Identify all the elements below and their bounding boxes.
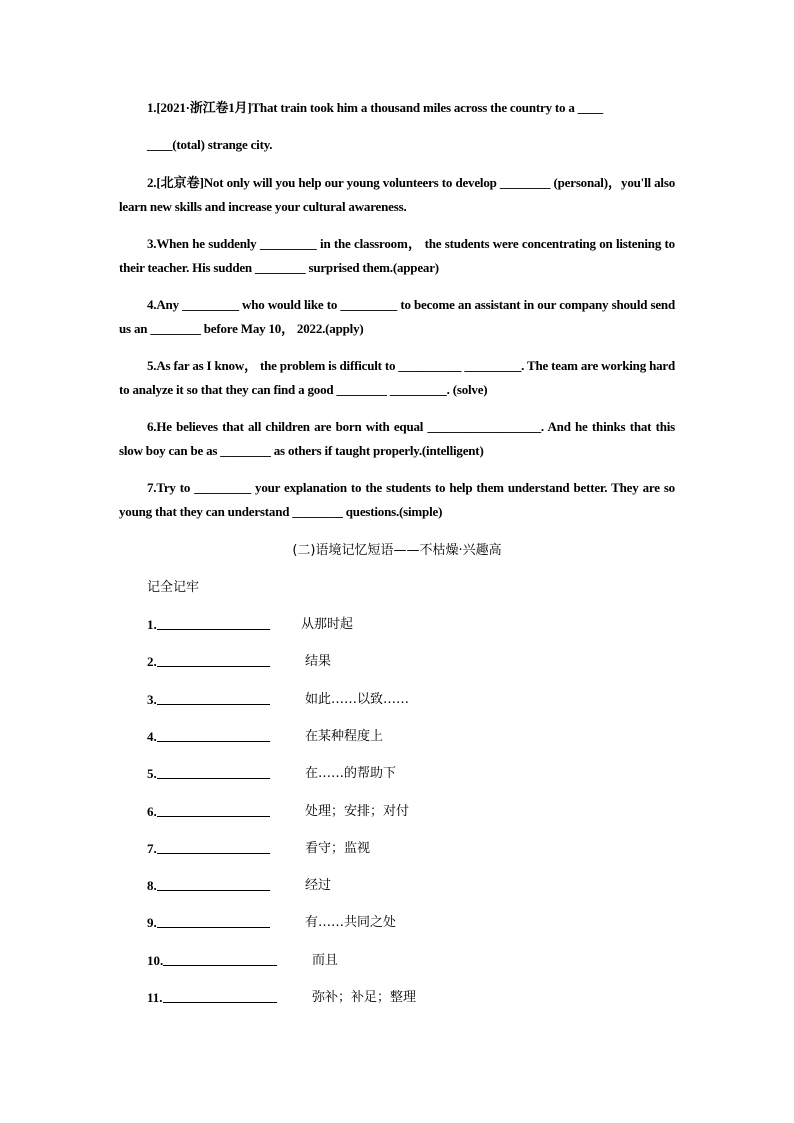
phrase-answer-blank[interactable] [157, 690, 270, 705]
exercise-2: 2.[北京卷]Not only will you help our young volunteers to develop ________ (personal)，you'll also learn new skills and increase your cultural awareness. [119, 175, 675, 214]
phrase-row [147, 726, 384, 748]
exercise-6: 6.He believes that all children are born with equal __________________. And he thinks that this slow boy can be as ________ as others if taught properly.(intelligent) [119, 419, 675, 458]
phrase-row [147, 950, 339, 972]
phrase-answer-blank[interactable] [157, 764, 270, 779]
phrase-number: 6. [147, 804, 157, 819]
phrase-answer-blank[interactable] [163, 988, 277, 1003]
exercise-4: 4.Any _________ who would like to _________ to become an assistant in our company should send us an ________ before May 10， 2022.(apply) [119, 297, 675, 336]
phrase-number: 4. [147, 729, 157, 744]
phrase-row [147, 912, 397, 934]
phrase-meaning: 有……共同之处 [305, 915, 397, 930]
phrase-number: 5. [147, 766, 157, 781]
phrase-answer-blank[interactable] [157, 913, 270, 928]
exercise-1-line-1: 1.[2021·浙江卷1月]That train took him a thousand miles across the country to a ____ [147, 100, 603, 115]
phrase-row [147, 614, 354, 636]
phrase-meaning: 经过 [305, 878, 332, 893]
phrase-number: 11. [147, 990, 163, 1005]
phrase-meaning: 在……的帮助下 [305, 766, 397, 781]
phrase-number: 9. [147, 915, 157, 930]
phrase-meaning: 如此……以致…… [305, 692, 410, 707]
phrase-number: 2. [147, 654, 157, 669]
phrase-answer-blank[interactable] [163, 951, 277, 966]
phrase-answer-blank[interactable] [157, 615, 270, 630]
phrase-meaning: 而且 [312, 953, 339, 968]
phrase-meaning: 弥补；补足；整理 [312, 990, 417, 1005]
phrase-number: 3. [147, 692, 157, 707]
phrase-row [147, 838, 371, 860]
phrase-row [147, 875, 332, 897]
phrase-answer-blank[interactable] [157, 802, 270, 817]
exercise-7: 7.Try to _________ your explanation to the students to help them understand better. They are so young that they can understand ________ questions.(simple) [119, 480, 675, 519]
phrase-number: 1. [147, 617, 157, 632]
exercise-1-line-2: ____(total) strange city. [147, 137, 273, 152]
section-title: (二)语境记忆短语——不枯燥·兴趣高 [292, 543, 502, 558]
phrase-meaning: 在某种程度上 [305, 729, 384, 744]
section-subtitle: 记全记牢 [147, 580, 200, 595]
phrase-row [147, 801, 410, 823]
phrase-meaning: 看守；监视 [305, 841, 371, 856]
phrase-number: 7. [147, 841, 157, 856]
exercise-5: 5.As far as I know， the problem is difficult to __________ _________. The team are working hard to analyze it so that they can find a good ________ _________. (solve) [119, 358, 675, 397]
phrase-row [147, 987, 417, 1009]
phrase-row [147, 689, 410, 711]
phrase-answer-blank[interactable] [157, 652, 270, 667]
phrase-number: 10. [147, 953, 164, 968]
phrase-meaning: 结果 [305, 654, 332, 669]
phrase-row [147, 763, 397, 785]
exercise-3: 3.When he suddenly _________ in the classroom， the students were concentrating on listening to their teacher. His sudden ________ surprised them.(appear) [119, 236, 675, 275]
phrase-number: 8. [147, 878, 157, 893]
phrase-meaning: 处理；安排；对付 [305, 804, 410, 819]
phrase-answer-blank[interactable] [157, 839, 270, 854]
phrase-answer-blank[interactable] [157, 727, 270, 742]
phrase-meaning: 从那时起 [301, 617, 354, 632]
phrase-row [147, 651, 332, 673]
phrase-answer-blank[interactable] [157, 876, 270, 891]
